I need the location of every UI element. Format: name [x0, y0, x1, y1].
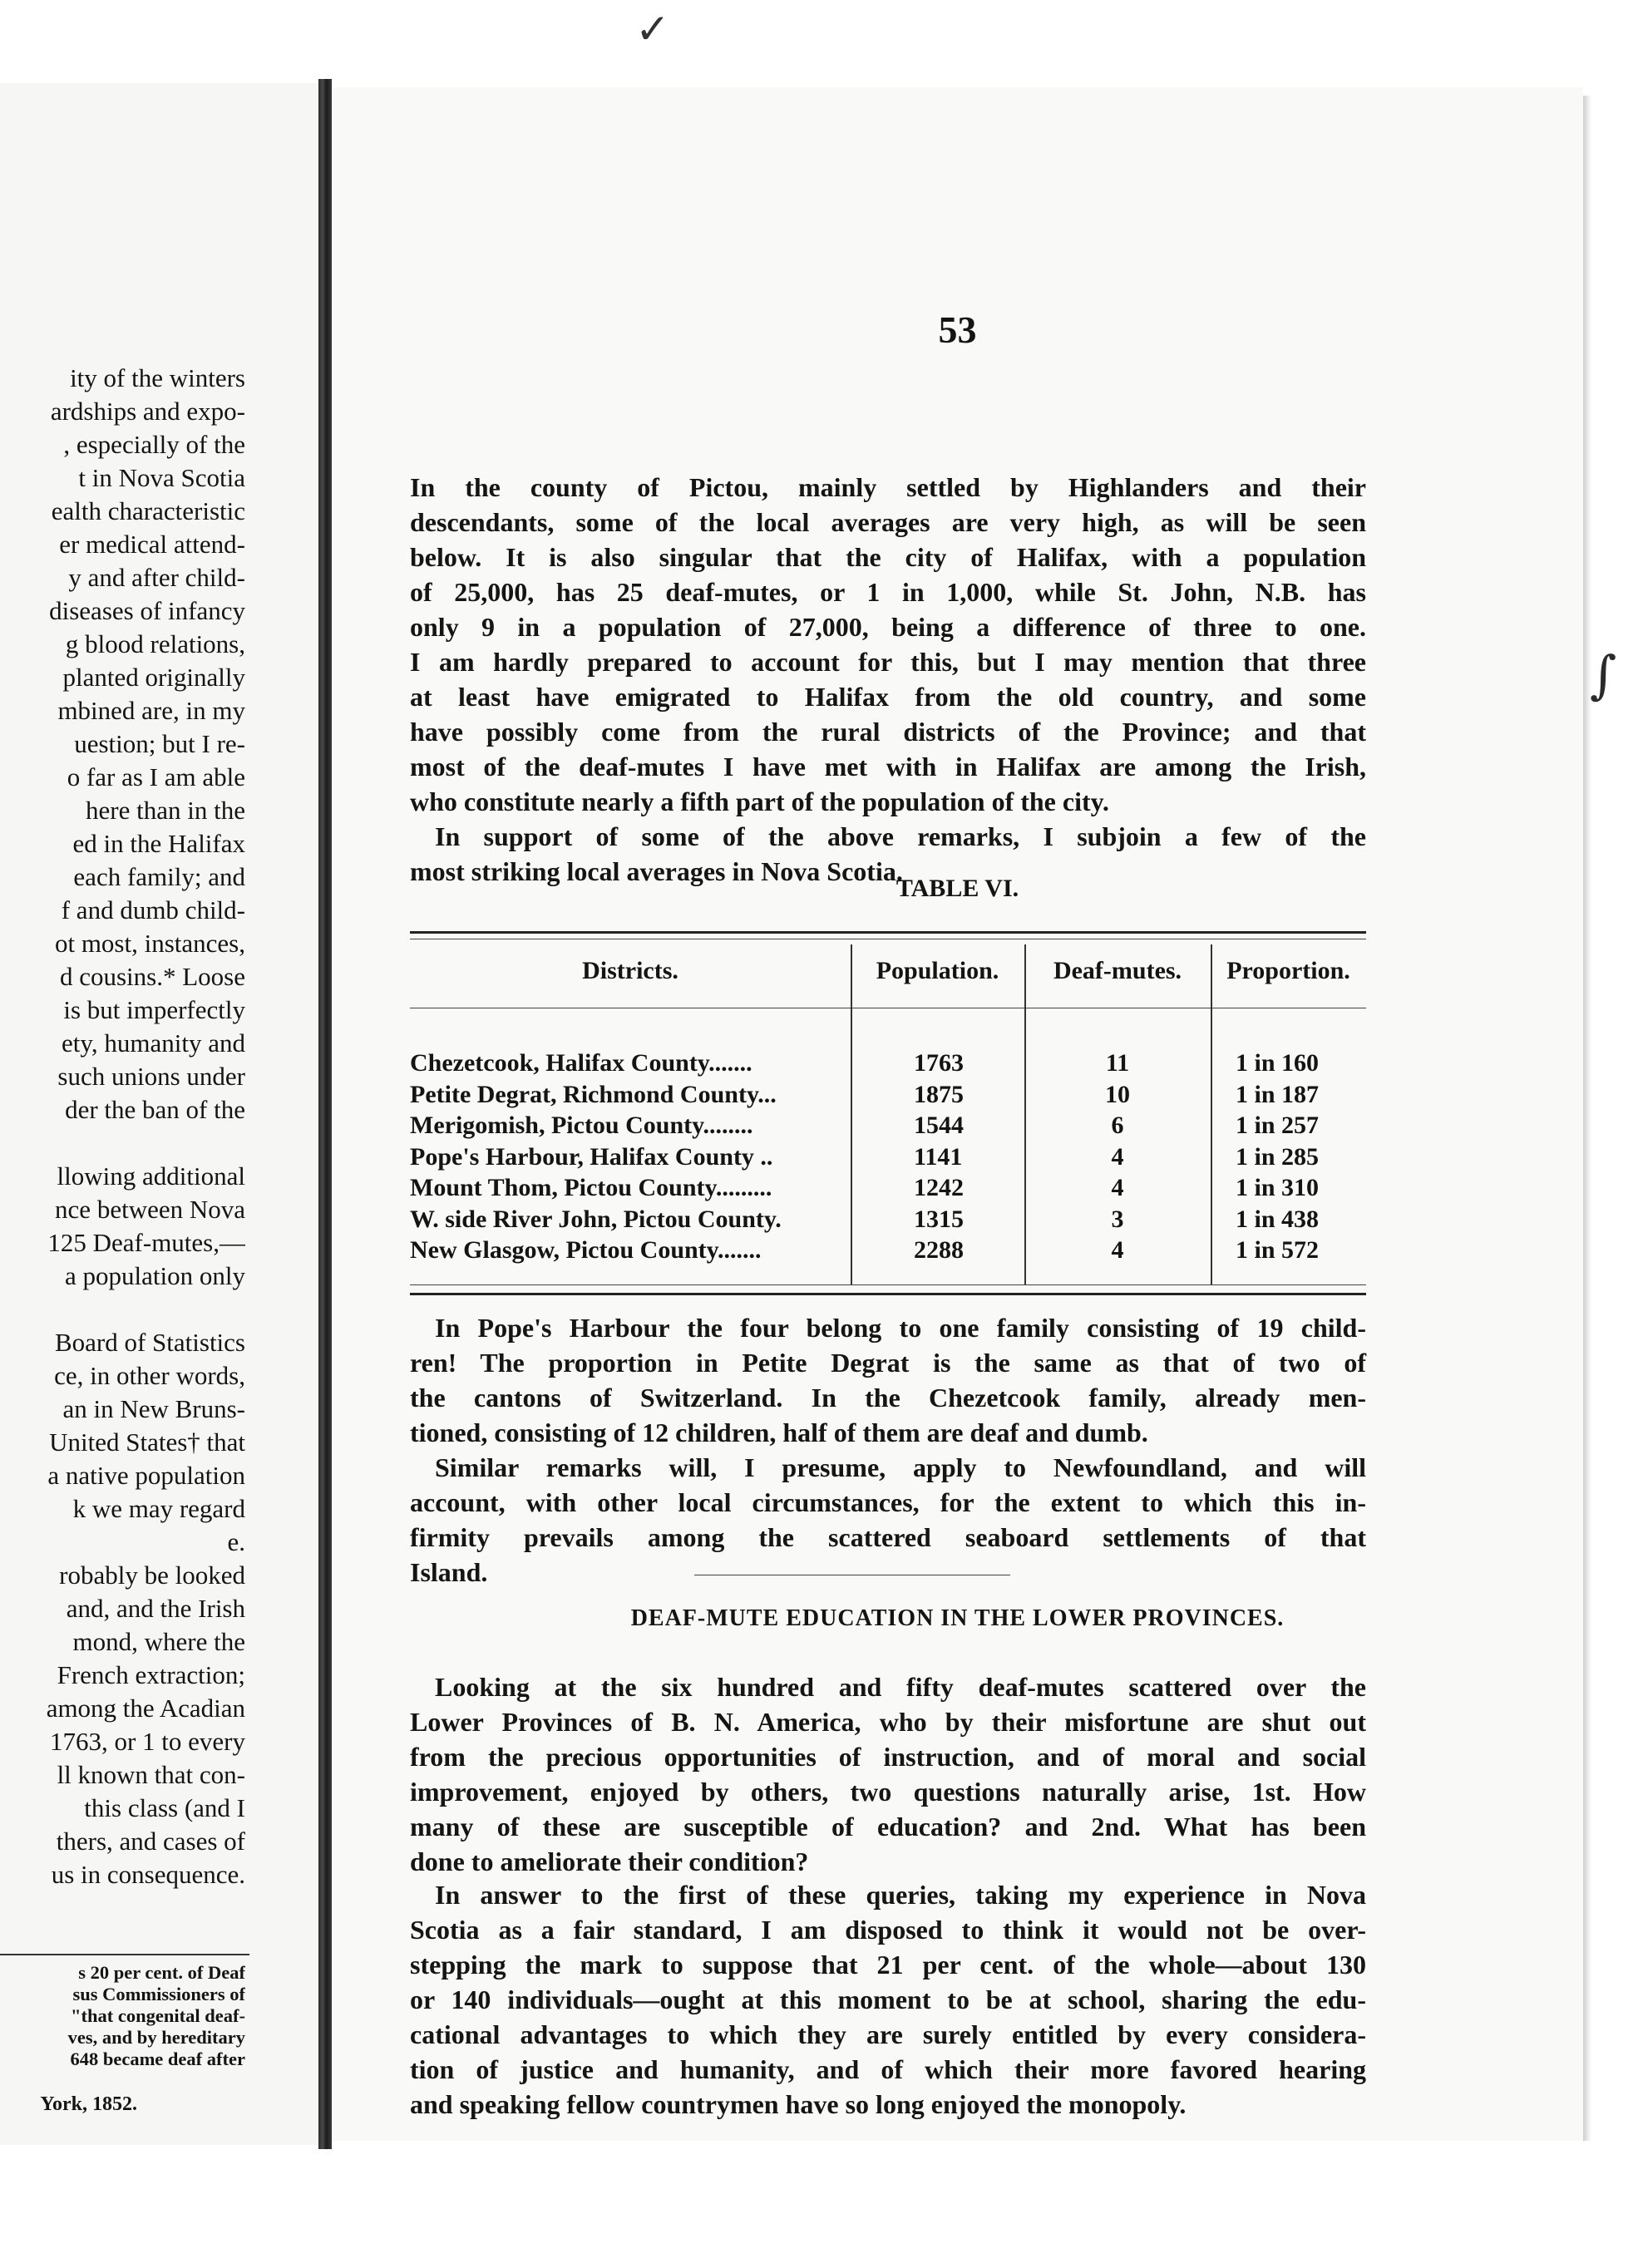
text-line: or 140 individuals—ought at this moment to be at school, sharing the edu-: [410, 1984, 1366, 2014]
left-page-line: e.: [227, 1527, 245, 1556]
table-value-cell: 1 in 187: [1236, 1080, 1320, 1108]
left-page-line: a native population: [47, 1461, 245, 1490]
text-line: firmity prevails among the scattered seaboard settlements of that: [410, 1522, 1366, 1552]
text-line: below. It is also singular that the city of Halifax, with a population: [410, 542, 1366, 572]
table-value-cell: 1 in 160: [1236, 1049, 1320, 1077]
left-page-line: er medical attend-: [59, 530, 245, 559]
text-line: Similar remarks will, I presume, apply to Newfoundland, and will: [435, 1452, 1366, 1482]
text-line: have possibly come from the rural districts of the Province; and that: [410, 717, 1366, 747]
paragraph-six-hundred: [410, 1669, 1366, 1879]
left-page-line: d cousins.* Loose: [59, 962, 245, 991]
left-page-line: French extraction;: [57, 1660, 245, 1689]
left-page-line: ce, in other words,: [54, 1361, 245, 1390]
table-value-cell: 1141: [914, 1142, 963, 1171]
table-value-cell: 1315: [914, 1205, 964, 1233]
section-heading: DEAF-MUTE EDUCATION IN THE LOWER PROVINCES.: [630, 1605, 1285, 1631]
text-line: many of these are susceptible of education? and 2nd. What has been: [410, 1812, 1366, 1842]
table-bottom-rule: [410, 1293, 1366, 1295]
table-district-cell: New Glasgow, Pictou County.......: [410, 1236, 762, 1264]
page-number: 53: [938, 308, 977, 351]
table-bottom-rule-inner: [410, 1284, 1366, 1285]
left-page-line: robably be looked: [59, 1560, 245, 1590]
left-page: [0, 83, 318, 2145]
footnote-line: sus Commissioners of: [72, 1984, 245, 2004]
table-value-cell: 1 in 572: [1236, 1236, 1320, 1264]
left-page-line: Board of Statistics: [54, 1328, 245, 1357]
ink-tick-mark: ✓: [635, 5, 670, 53]
text-line: Scotia as a fair standard, I am disposed to think it would not be over-: [410, 1915, 1366, 1945]
left-page-line: o far as I am able: [67, 762, 245, 791]
table-value-cell: 1544: [914, 1112, 964, 1139]
table-value-cell: 4: [1111, 1236, 1124, 1264]
text-line: at least have emigrated to Halifax from the old country, and some: [410, 682, 1366, 712]
text-line: only 9 in a population of 27,000, being a difference of three to one.: [410, 612, 1366, 642]
paragraph-answer: [410, 1877, 1366, 2122]
left-page-line: k we may regard: [72, 1494, 245, 1523]
footnote-citation: York, 1852.: [40, 2093, 137, 2115]
table-district-cell: Pope's Harbour, Halifax County ..: [410, 1142, 773, 1171]
table-value-cell: 1 in 285: [1236, 1142, 1320, 1171]
table-header-cell: Deaf-mutes.: [1053, 957, 1182, 984]
table-header-cell: Proportion.: [1226, 957, 1350, 984]
table-value-cell: 3: [1111, 1205, 1124, 1233]
left-page-line: mond, where the: [72, 1627, 245, 1656]
table-value-cell: 11: [1105, 1049, 1130, 1077]
footnote-rule: [0, 1954, 249, 1955]
left-page-line: among the Acadian: [46, 1694, 245, 1723]
left-page-line: each family; and: [73, 862, 245, 891]
left-page-line: ardships and expo-: [50, 397, 245, 426]
text-line: cational advantages to which they are surely entitled by every considera-: [410, 2019, 1366, 2049]
left-page-footnote: [0, 1962, 245, 2070]
table-district-cell: Chezetcook, Halifax County.......: [410, 1049, 752, 1077]
text-line: and speaking fellow countrymen have so long enjoyed the monopoly.: [410, 2089, 1187, 2119]
left-page-line: t in Nova Scotia: [78, 463, 245, 492]
paragraph-popes-harbour: [410, 1310, 1366, 1450]
left-page-line: der the ban of the: [65, 1095, 245, 1124]
footnote-line: s 20 per cent. of Deaf: [78, 1962, 245, 1983]
table-value-cell: 1242: [914, 1174, 964, 1201]
text-line: Lower Provinces of B. N. America, who by their misfortune are shut out: [410, 1707, 1366, 1737]
left-page-line: mbined are, in my: [57, 696, 245, 725]
table-value-cell: 1875: [914, 1080, 964, 1108]
footnote-line: ves, and by hereditary: [67, 2027, 245, 2048]
margin-pencil-mark: ∫: [1590, 644, 1617, 705]
table-value-cell: 1763: [914, 1049, 964, 1077]
left-page-line: g blood relations,: [65, 629, 245, 658]
left-page-line: f and dumb child-: [61, 895, 245, 924]
table-column-divider: [1024, 944, 1026, 1285]
paragraph-newfoundland: [410, 1450, 1366, 1590]
book-gutter: [318, 79, 332, 2149]
left-page-line: thers, and cases of: [56, 1827, 245, 1856]
table-column-divider: [1211, 944, 1212, 1285]
left-page-line: [0, 1293, 245, 1326]
table-district-cell: Merigomish, Pictou County........: [410, 1112, 753, 1139]
text-line: improvement, enjoyed by others, two questions naturally arise, 1st. How: [410, 1777, 1366, 1807]
text-line: tion of justice and humanity, and of which their more favored hearing: [410, 2054, 1366, 2084]
table-value-cell: 2288: [914, 1236, 964, 1264]
text-line: In answer to the first of these queries, taking my experience in Nova: [435, 1880, 1366, 1910]
left-page-line: y and after child-: [68, 563, 245, 592]
text-line: Island.: [410, 1557, 488, 1587]
left-page-line: and, and the Irish: [66, 1594, 245, 1623]
table-value-cell: 1 in 310: [1236, 1174, 1320, 1201]
left-page-line: a population only: [65, 1261, 245, 1290]
text-line: In Pope's Harbour the four belong to one family consisting of 19 child-: [435, 1313, 1366, 1343]
right-page: [332, 87, 1583, 2141]
text-line: descendants, some of the local averages are very high, as will be seen: [410, 507, 1366, 537]
text-line: tioned, consisting of 12 children, half of them are deaf and dumb.: [410, 1418, 1148, 1447]
text-line: ren! The proportion in Petite Degrat is the same as that of two of: [410, 1348, 1366, 1378]
table-value-cell: 1 in 257: [1236, 1112, 1320, 1139]
text-line: In support of some of the above remarks, I subjoin a few of the: [435, 821, 1366, 851]
table-value-cell: 10: [1105, 1080, 1130, 1108]
table-header-cell: Districts.: [582, 957, 678, 984]
text-line: stepping the mark to suppose that 21 per cent. of the whole—about 130: [410, 1950, 1366, 1980]
text-line: most striking local averages in Nova Scotia.: [410, 856, 903, 886]
left-page-line: diseases of infancy: [49, 596, 245, 625]
table-value-cell: 4: [1111, 1174, 1124, 1201]
left-page-line: ealth characteristic: [51, 496, 245, 525]
text-line: who constitute nearly a fifth part of the population of the city.: [410, 786, 1109, 816]
text-line: Looking at the six hundred and fifty deaf-mutes scattered over the: [435, 1672, 1366, 1702]
left-page-line: ity of the winters: [70, 363, 245, 392]
text-line: account, with other local circumstances, for the extent to which this in-: [410, 1487, 1366, 1517]
left-page-line: 125 Deaf-mutes,—: [47, 1228, 245, 1257]
left-page-text: [0, 362, 245, 1891]
footnote-line: 648 became deaf after: [70, 2049, 245, 2069]
left-page-line: uestion; but I re-: [74, 729, 245, 758]
table-district-cell: Petite Degrat, Richmond County...: [410, 1080, 777, 1108]
paragraph-pictou: [410, 470, 1366, 819]
left-page-line: llowing additional: [57, 1161, 245, 1191]
text-line: I am hardly prepared to account for this, but I may mention that three: [410, 647, 1366, 677]
left-page-line: ot most, instances,: [54, 929, 245, 958]
table-district-cell: W. side River John, Pictou County.: [410, 1205, 782, 1233]
table-top-rule: [410, 931, 1366, 934]
left-page-line: United States† that: [49, 1427, 245, 1457]
table-district-cell: Mount Thom, Pictou County.........: [410, 1174, 772, 1201]
left-page-line: , especially of the: [63, 430, 245, 459]
text-line: from the precious opportunities of instruction, and of moral and social: [410, 1742, 1366, 1772]
left-page-line: ety, humanity and: [62, 1028, 245, 1058]
left-page-line: such unions under: [57, 1062, 245, 1091]
left-page-line: is but imperfectly: [63, 995, 245, 1024]
table-value-cell: 6: [1111, 1112, 1124, 1139]
text-line: the cantons of Switzerland. In the Chezetcook family, already men-: [410, 1383, 1366, 1413]
left-page-line: here than in the: [86, 796, 245, 825]
left-page-line: ed in the Halifax: [72, 829, 245, 858]
text-line: In the county of Pictou, mainly settled by Highlanders and their: [410, 472, 1366, 502]
page-edge-shadow: [1583, 96, 1591, 2141]
table-value-cell: 4: [1111, 1142, 1124, 1171]
text-line: of 25,000, has 25 deaf-mutes, or 1 in 1,000, while St. John, N.B. has: [410, 577, 1366, 607]
left-page-line: planted originally: [62, 663, 245, 692]
table-value-cell: 1 in 438: [1236, 1205, 1320, 1233]
left-page-line: us in consequence.: [51, 1860, 245, 1889]
text-line: most of the deaf-mutes I have met with in Halifax are among the Irish,: [410, 752, 1366, 781]
left-page-line: an in New Bruns-: [62, 1394, 245, 1423]
table-header-cell: Population.: [876, 957, 999, 984]
left-page-line: 1763, or 1 to every: [49, 1727, 245, 1756]
text-line: done to ameliorate their condition?: [410, 1846, 809, 1876]
table-title: TABLE VI.: [896, 875, 1019, 902]
left-page-line: ll known that con-: [57, 1760, 245, 1789]
left-page-line: nce between Nova: [55, 1195, 245, 1224]
left-page-line: this class (and I: [84, 1793, 245, 1822]
left-page-line: [0, 1127, 245, 1160]
footnote-line: "that congenital deaf-: [71, 2005, 245, 2026]
table-column-divider: [851, 944, 852, 1285]
